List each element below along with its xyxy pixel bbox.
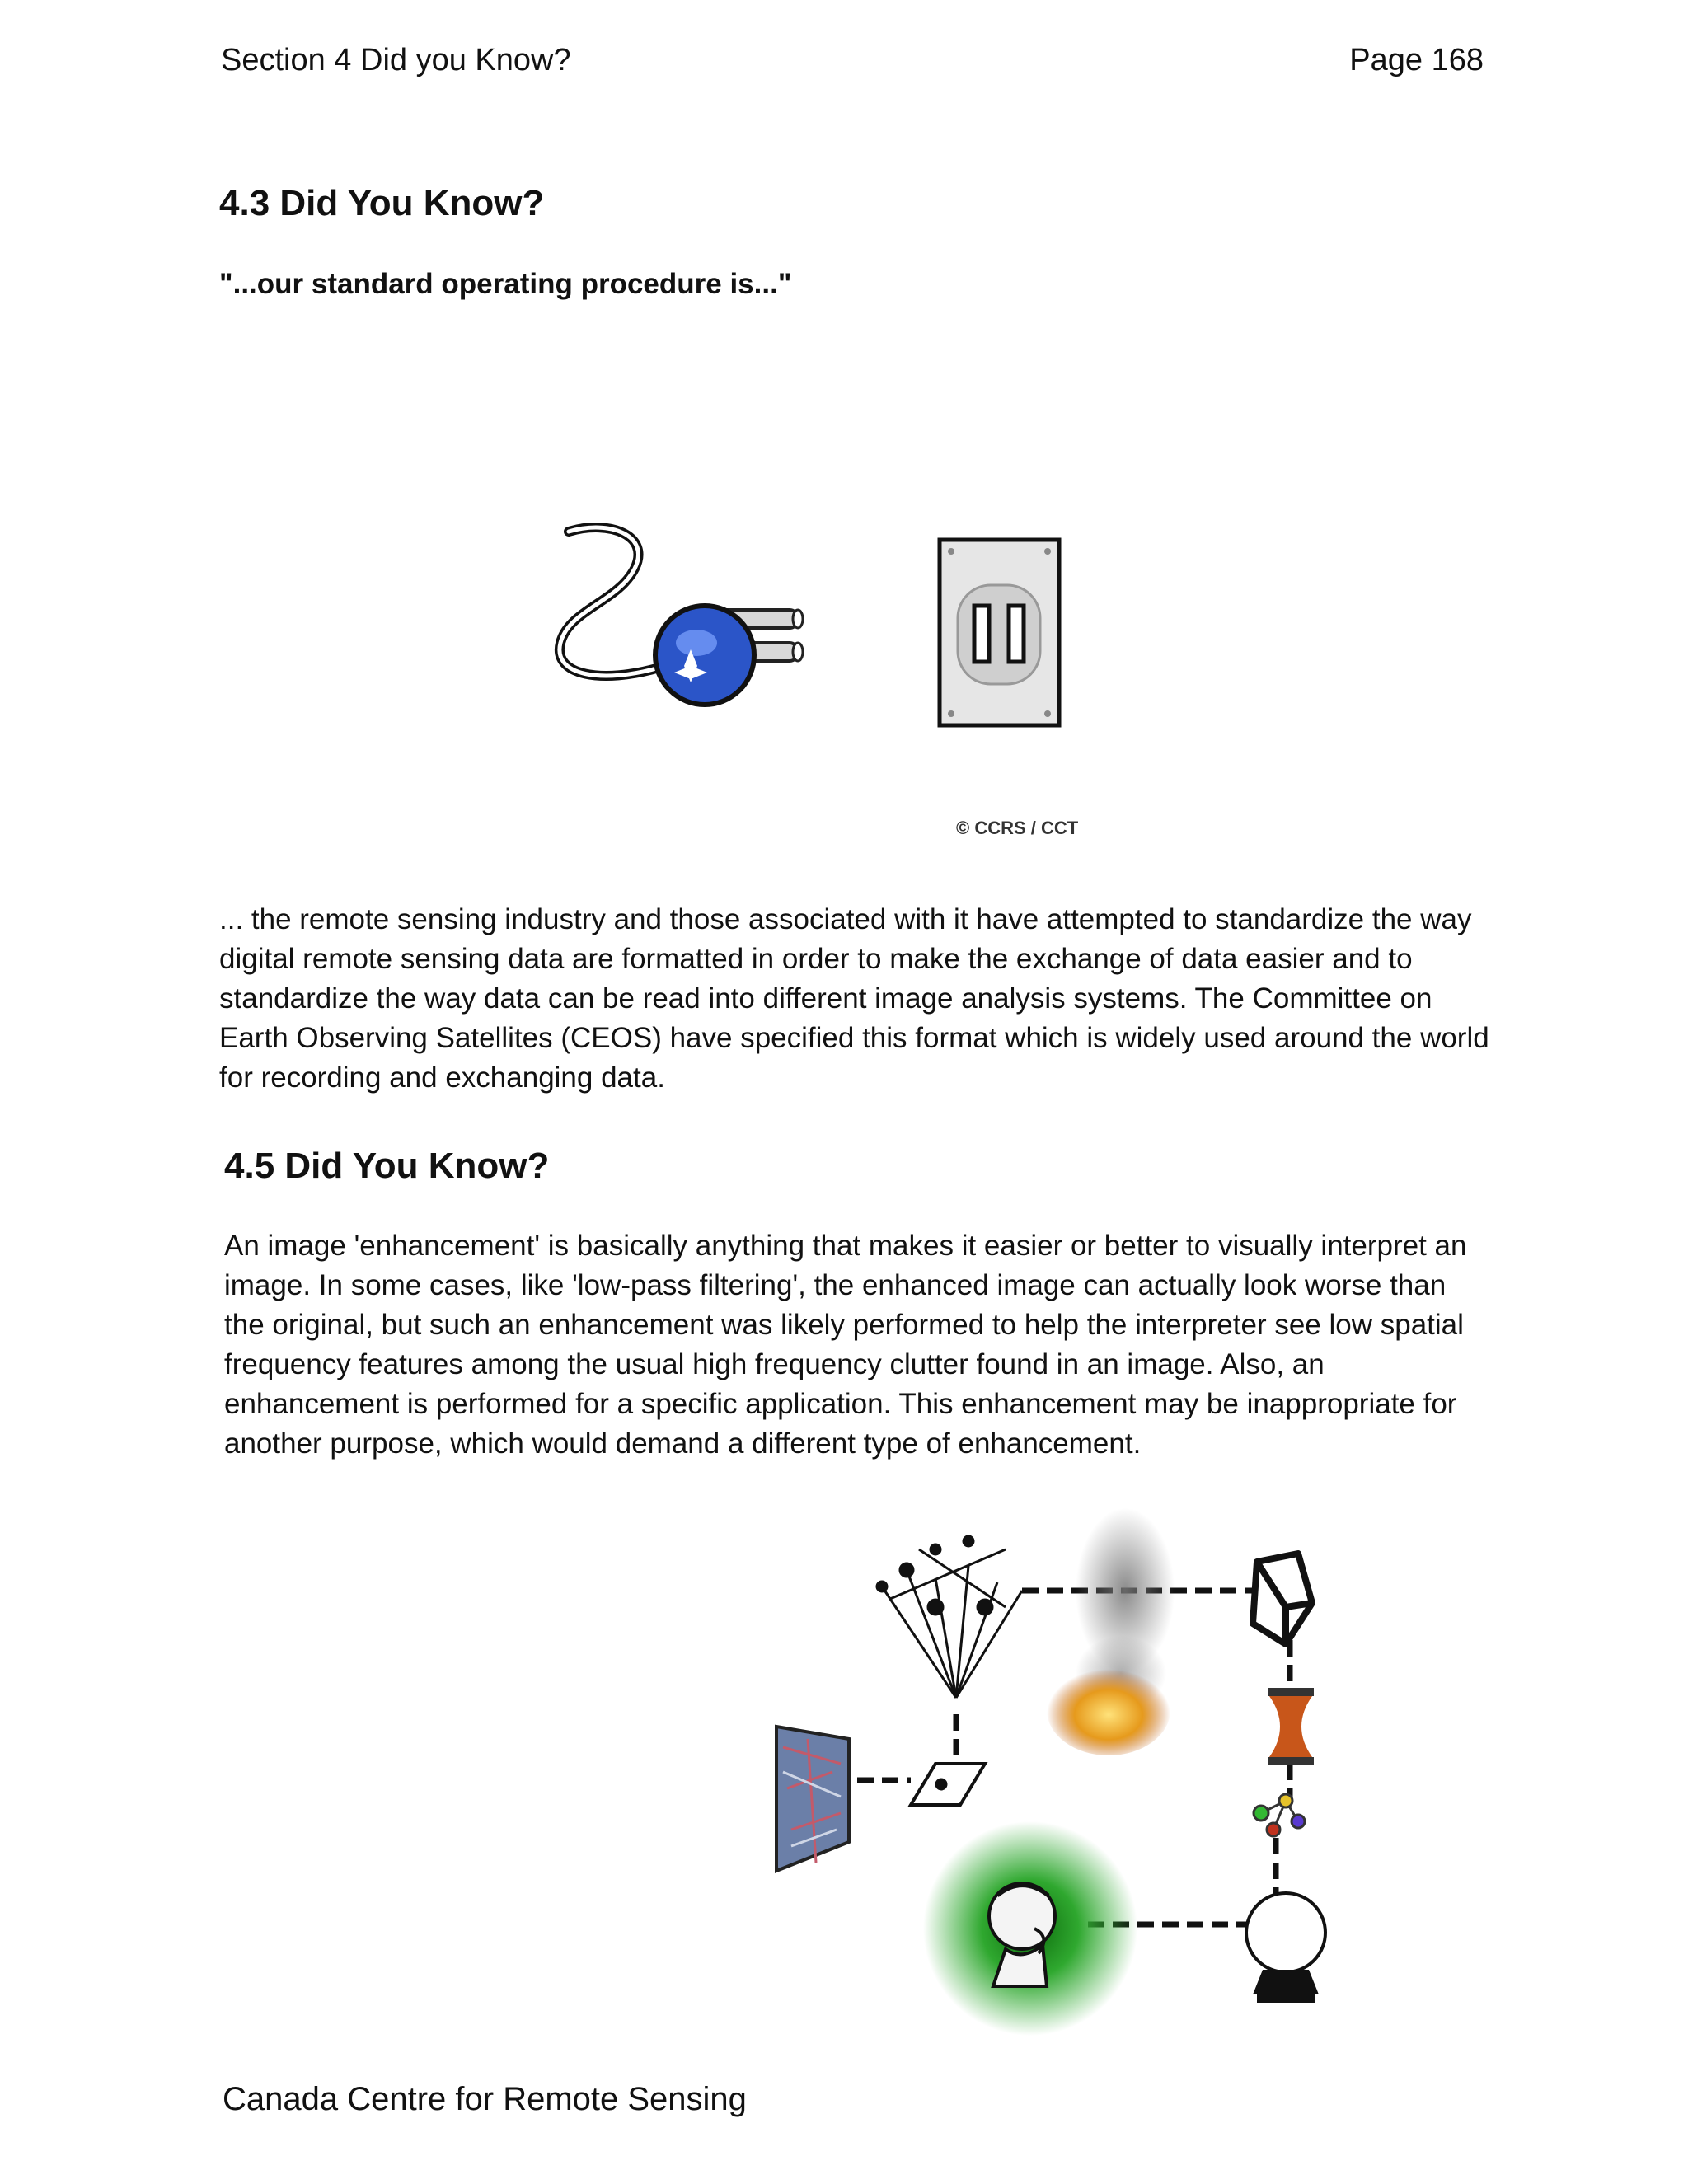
outlet-icon bbox=[940, 540, 1059, 725]
molecule-icon bbox=[1254, 1794, 1305, 1836]
section-4-3-quote: "...our standard operating procedure is..." bbox=[219, 268, 792, 300]
hourglass-icon bbox=[1268, 1688, 1314, 1765]
fire-smoke-icon bbox=[1047, 1508, 1175, 1755]
plug-outlet-figure bbox=[552, 519, 1088, 742]
figure-credit: © CCRS / CCT bbox=[956, 818, 1079, 838]
footer-text: Canada Centre for Remote Sensing bbox=[223, 2081, 747, 2117]
crystal-icon bbox=[1253, 1554, 1312, 1644]
satellite-image-icon bbox=[776, 1727, 849, 1871]
section-4-3-heading: 4.3 Did You Know? bbox=[219, 183, 545, 223]
crystal-ball-icon bbox=[1246, 1893, 1325, 2003]
section-4-3-paragraph: ... the remote sensing industry and those associated with it have attempted to standardize the way digital remote sensing data are formatted in order to make the exchange of data easier and to standardize the way data can be read into different image analysis systems. The Committee on Earth Observing Satellites (CEOS) have specified this format which is widely used around the world for recording and exchanging data. bbox=[219, 903, 1489, 1094]
enhancement-cycle-figure bbox=[758, 1500, 1352, 2044]
section-4-5-paragraph: An image 'enhancement' is basically anything that makes it easier or better to visually interpret an image. In some cases, like 'low-pass filtering', the enhanced image can actually look worse than the original, but such an enhancement was likely performed to help the interpreter see low spatial frequency features among the usual high frequency clutter found in an image. Also, an enhancement is performed for a specific application. This enhancement may be inappropriate for another purpose, which would demand a different type of enhancement. bbox=[224, 1230, 1467, 1460]
section-4-5-heading: 4.5 Did You Know? bbox=[224, 1146, 550, 1186]
header-page-number: Page 168 bbox=[1349, 43, 1484, 77]
thinker-icon bbox=[923, 1821, 1137, 2036]
plug-icon bbox=[560, 527, 803, 705]
header-section-title: Section 4 Did you Know? bbox=[221, 43, 571, 77]
ray-diagram-icon bbox=[877, 1536, 1022, 1805]
